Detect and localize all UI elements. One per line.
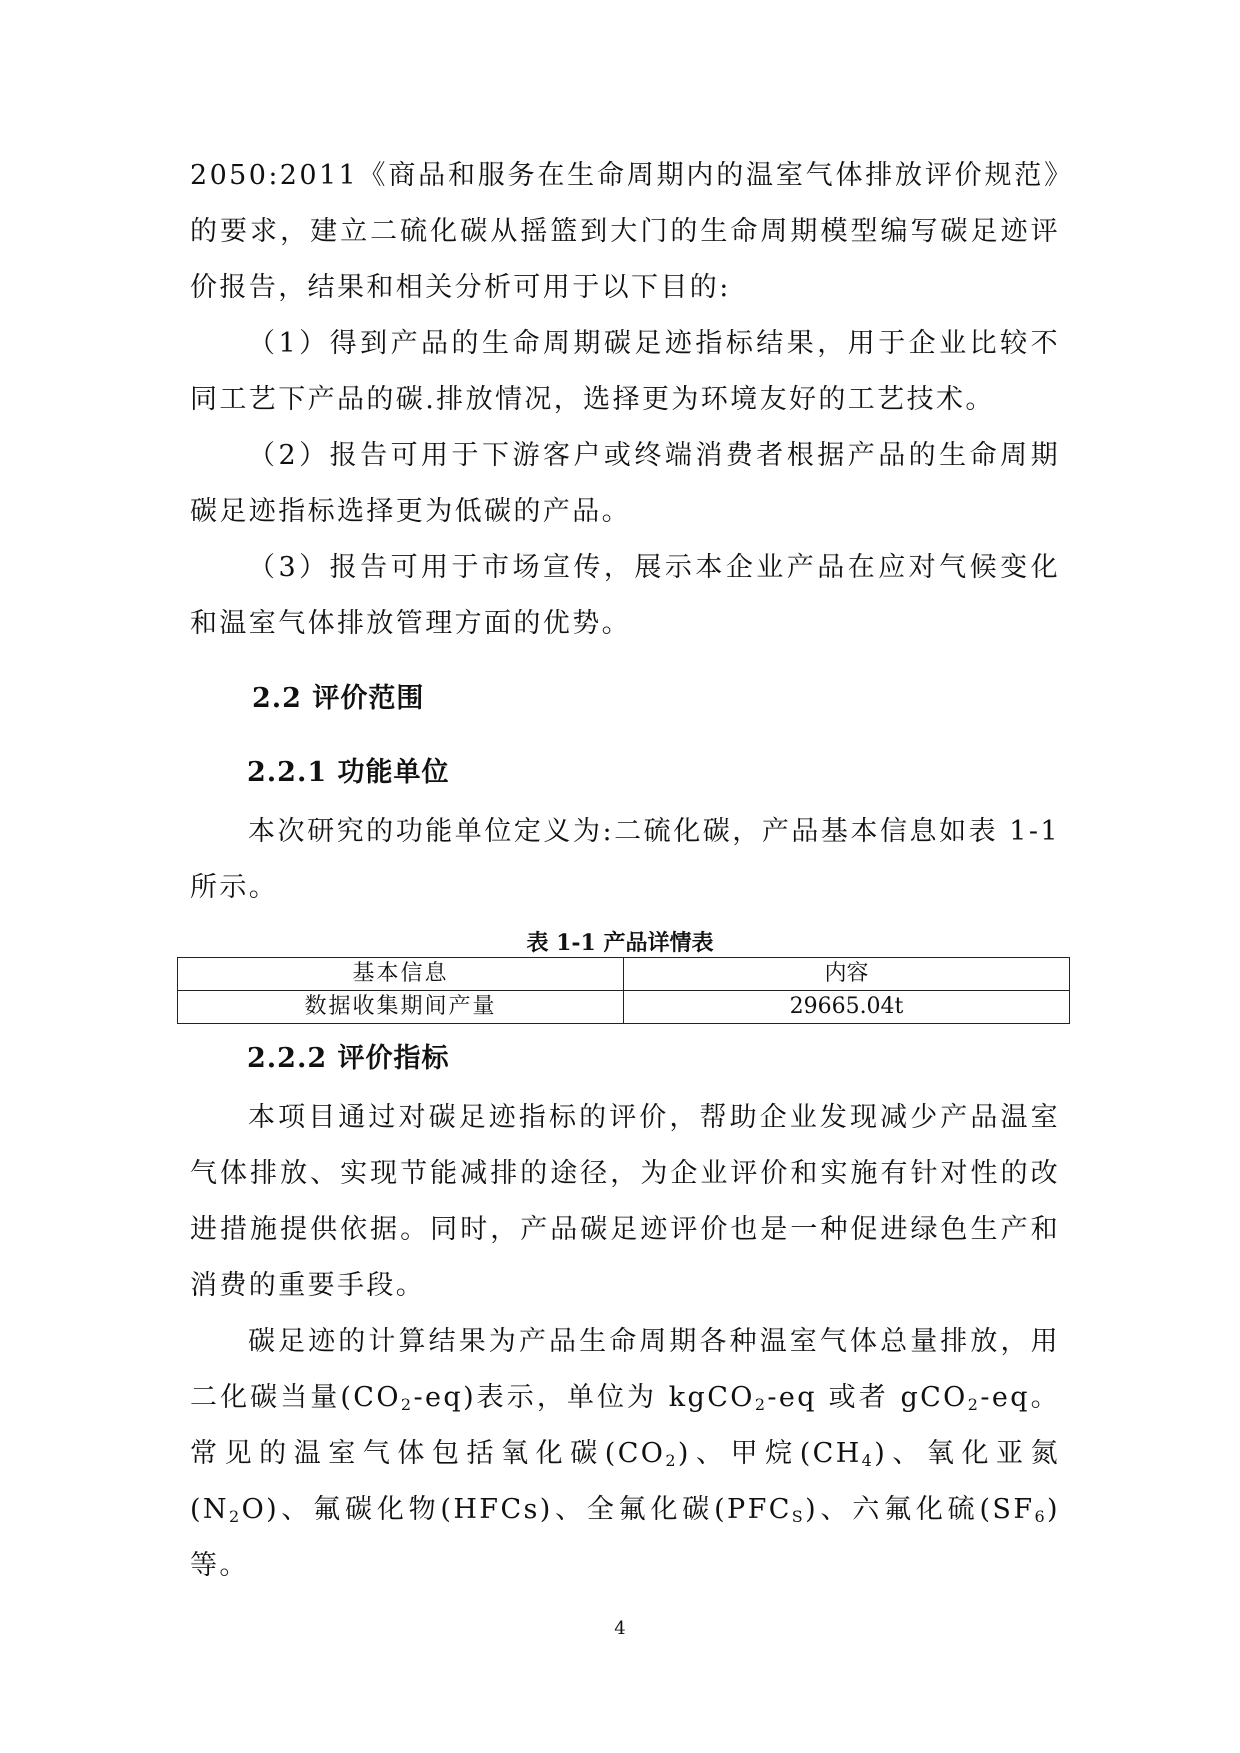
page-number: 4: [614, 1618, 626, 1639]
functional-unit-paragraph: 本次研究的功能单位定义为:二硫化碳，产品基本信息如表 1-1 所示。: [190, 816, 1060, 903]
section-heading-2-2: 2.2 评价范围: [252, 683, 425, 714]
table-caption: 表 1-1 产品详情表: [526, 930, 714, 956]
section-heading-2-2-2: 2.2.2 评价指标: [247, 1043, 450, 1074]
purpose-item-3: （3）报告可用于市场宣传，展示本企业产品在应对气候变化和温室气体排放管理方面的优势。: [190, 552, 1060, 639]
table-cell: 数据收集期间产量: [178, 991, 624, 1024]
section-heading-2-2-1: 2.2.1 功能单位: [247, 757, 450, 788]
indicator-paragraph: 本项目通过对碳足迹指标的评价，帮助企业发现减少产品温室气体排放、实现节能减排的途径，为企业评价和实施有针对性的改进措施提供依据。同时，产品碳足迹评价也是一种促进绿色生产和消费的重要手段。: [190, 1102, 1060, 1301]
table-cell: 29665.04t: [624, 991, 1070, 1024]
table-header-cell: 内容: [624, 958, 1070, 991]
table-header-row: [178, 958, 1070, 991]
purpose-item-2: （2）报告可用于下游客户或终端消费者根据产品的生命周期碳足迹指标选择更为低碳的产品。: [190, 440, 1060, 527]
purpose-item-1: （1）得到产品的生命周期碳足迹指标结果，用于企业比较不同工艺下产品的碳.排放情况，选择更为环境友好的工艺技术。: [190, 328, 1060, 415]
product-info-table: [177, 957, 1070, 1024]
intro-paragraph: 2050:2011《商品和服务在生命周期内的温室气体排放评价规范》的要求，建立二硫化碳从摇篮到大门的生命周期模型编写碳足迹评价报告，结果和相关分析可用于以下目的:: [190, 160, 1060, 303]
carbon-footprint-paragraph: 碳足迹的计算结果为产品生命周期各种温室气体总量排放，用二化碳当量$(CO_2-eq)$表示，单位为 kgCO$_2$-eq 或者 gCO$_2$-eq。常见的温室气体包括氧化碳$(CO_2)$、甲烷$(CH_4)$、氧化亚氮$(N_2O)$、氟碳化物(HFCs)、全氟化碳$(PFC_S)$、六氟化硫$(SF_6)$等。: [190, 1326, 1060, 1581]
table-header-cell: 基本信息: [178, 958, 624, 991]
table-row: [178, 991, 1070, 1024]
